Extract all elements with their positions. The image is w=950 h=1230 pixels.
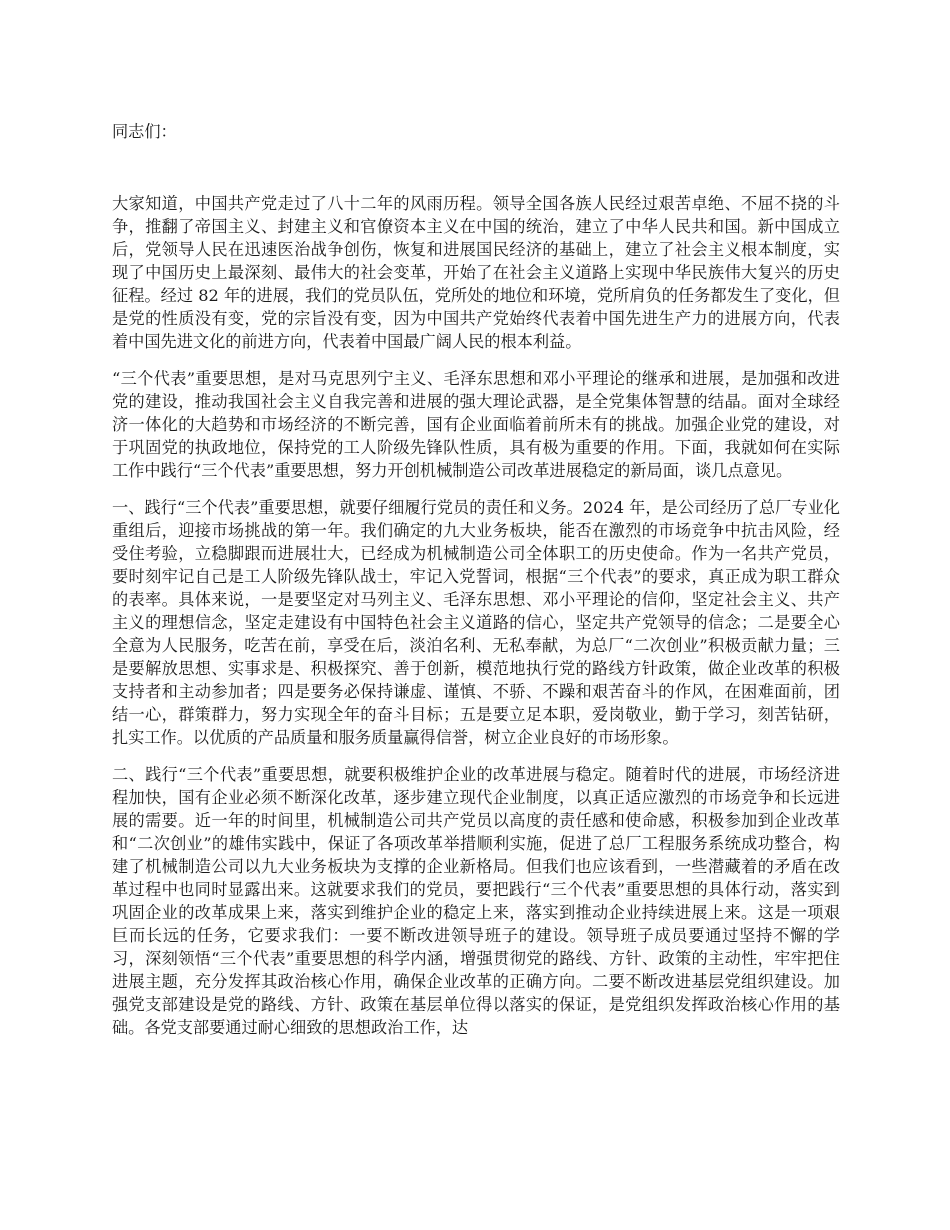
paragraph-point-one: 一、践行“三个代表”重要思想，就要仔细履行党员的责任和义务。2024 年，是公司经历了总厂专业化重组后，迎接市场挑战的第一年。我们确定的九大业务板块，能否在激烈的市场竞争中抗击风险，经受住考验，立稳脚跟而进展壮大，已经成为机械制造公司全体职工的历史使命。作为一名共产党员，要时刻牢记自己是工人阶级先锋队战士，牢记入党誓词，根据“三个代表”的要求，真正成为职工群众的表率。具体来说，一是要坚定对马列主义、毛泽东思想、邓小平理论的信仰，坚定社会主义、共产主义的理想信念，坚定走建设有中国特色社会主义道路的信心，坚定共产党领导的信念；二是要全心全意为人民服务，吃苦在前，享受在后，淡泊名利、无私奉献，为总厂“二次创业”积极贡献力量；三是要解放思想、实事求是、积极探究、善于创新，模范地执行党的路线方针政策，做企业改革的积极支持者和主动参加者；四是要务必保持谦虚、谨慎、不骄、不躁和艰苦奋斗的作风，在困难面前，团结一心，群策群力，努力实现全年的奋斗目标；五是要立足本职，爱岗敬业，勤于学习，刻苦钻研，扎实工作。以优质的产品质量和服务质量赢得信誉，树立企业良好的市场形象。 [112, 498, 840, 747]
paragraph-point-two: 二、践行“三个代表”重要思想，就要积极维护企业的改革进展与稳定。随着时代的进展，市场经济进程加快，国有企业必须不断深化改革，逐步建立现代企业制度，以真正适应激烈的市场竞争和长远进展的需要。近一年的时间里，机械制造公司共产党员以高度的责任感和使命感，积极参加到企业改革和“二次创业”的雄伟实践中，保证了各项改革举措顺利实施，促进了总厂工程服务系统成功整合，构建了机械制造公司以九大业务板块为支撑的企业新格局。但我们也应该看到，一些潜藏着的矛盾在改革过程中也同时显露出来。这就要求我们的党员，要把践行“三个代表”重要思想的具体行动，落实到巩固企业的改革成果上来，落实到维护企业的稳定上来，落实到推动企业持续进展上来。这是一项艰巨而长远的任务，它要求我们：一要不断改进领导班子的建设。领导班子成员要通过坚持不懈的学习，深刻领悟“三个代表”重要思想的科学内涵，增强贯彻党的路线、方针、政策的主动性，牢牢把住进展主题，充分发挥其政治核心作用，确保企业改革的正确方向。二要不断改进基层党组织建设。加强党支部建设是党的路线、方针、政策在基层单位得以落实的保证，是党组织发挥政治核心作用的基础。各党支部要通过耐心细致的思想政治工作，达 [112, 765, 840, 1037]
speech-document [112, 120, 840, 1053]
paragraph-three-represents: “三个代表”重要思想，是对马克思列宁主义、毛泽东思想和邓小平理论的继承和进展，是加强和改进党的建设，推动我国社会主义自我完善和进展的强大理论武器，是全党集体智慧的结晶。面对全球经济一体化的大趋势和市场经济的不断完善，国有企业面临着前所未有的挑战。加强企业党的建设，对于巩固党的执政地位，保持党的工人阶级先锋队性质，具有极为重要的作用。下面，我就如何在实际工作中践行“三个代表”重要思想，努力开创机械制造公司改革进展稳定的新局面，谈几点意见。 [112, 369, 840, 480]
paragraph-history: 大家知道，中国共产党走过了八十二年的风雨历程。领导全国各族人民经过艰苦卓绝、不屈不挠的斗争，推翻了帝国主义、封建主义和官僚资本主义在中国的统治，建立了中华人民共和国。新中国成立后，党领导人民在迅速医治战争创伤，恢复和进展国民经济的基础上，建立了社会主义根本制度，实现了中国历史上最深刻、最伟大的社会变革，开始了在社会主义道路上实现中华民族伟大复兴的历史征程。经过 82 年的进展，我们的党员队伍，党所处的地位和环境，党所肩负的任务都发生了变化，但是党的性质没有变，党的宗旨没有变，因为中国共产党始终代表着中国先进生产力的进展方向，代表着中国先进文化的前进方向，代表着中国最广阔人民的根本利益。 [112, 194, 840, 351]
salutation: 同志们： [112, 122, 177, 141]
